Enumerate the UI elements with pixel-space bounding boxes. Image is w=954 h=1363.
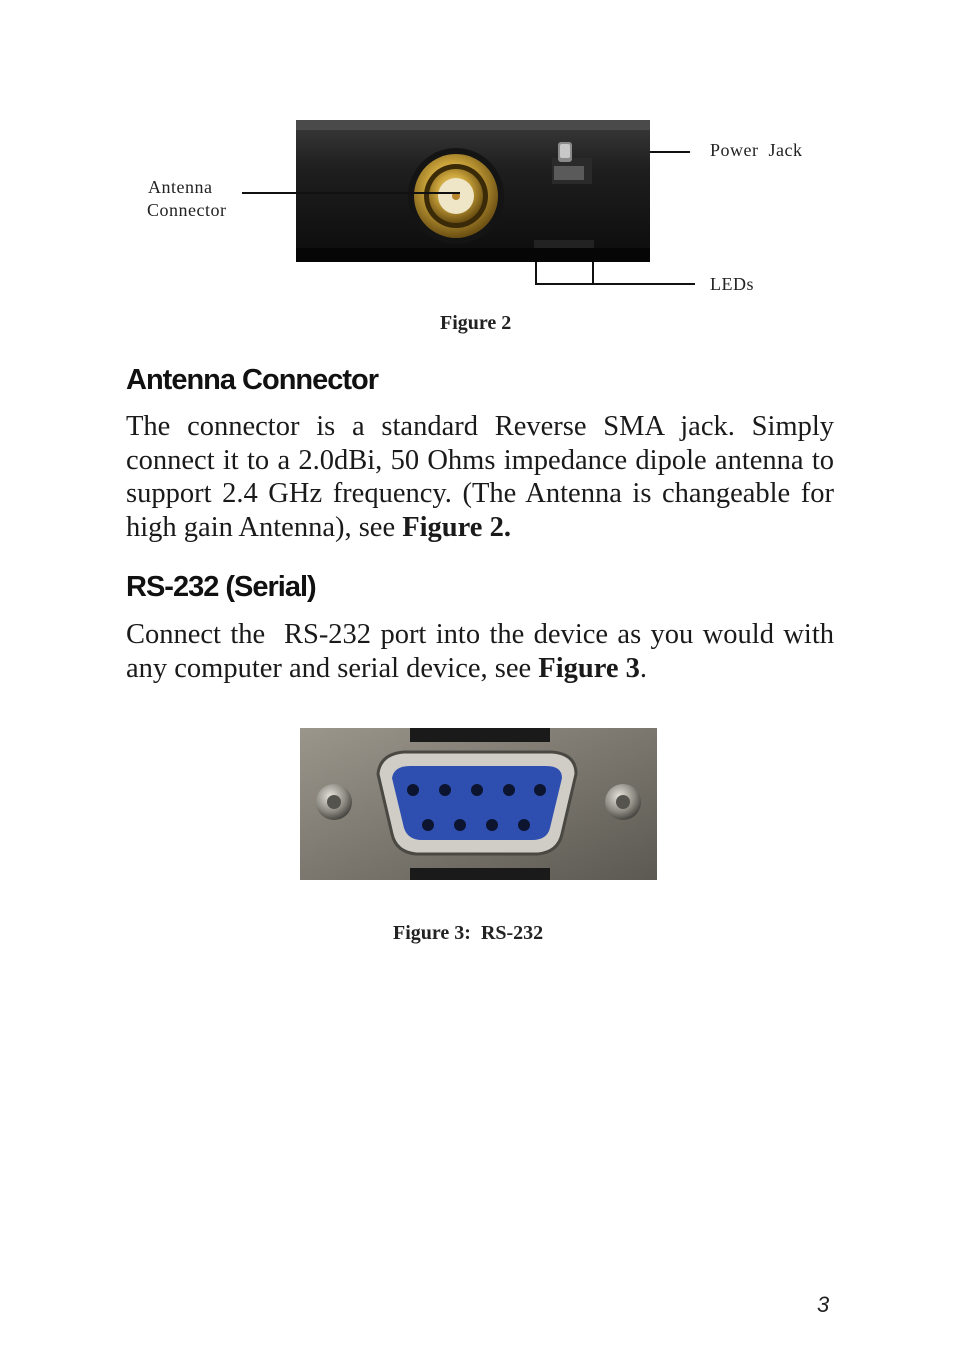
page-number: 3 [817,1292,830,1317]
power-jack-leader-line [650,151,690,153]
antenna-connector-label-line2: Connector [147,200,227,220]
leds-leader-line-right [592,262,594,284]
antenna-connector-heading: Antenna Connector [126,364,379,396]
rs232-body-text: Connect the RS-232 port into the device as you would with any computer and serial device, see [126,619,842,684]
leds-leader-line [535,283,695,285]
figure-2-reference: Figure 2. [402,511,511,543]
antenna-connector-leader-line [242,192,460,194]
figure-3-rs232-photo [300,728,657,880]
figure-3-caption: Figure 3: RS-232 [393,922,544,944]
antenna-connector-label-line1: Antenna [148,177,213,197]
figure-2-device-photo [296,120,650,262]
leds-label: LEDs [710,274,754,294]
rs232-body-end: . [639,652,647,684]
leds-leader-line-left [535,262,537,284]
rs232-heading: RS-232 (Serial) [126,571,316,603]
antenna-connector-paragraph [126,410,834,544]
figure-3-reference: Figure 3 [538,652,640,684]
rs232-paragraph [126,618,842,685]
power-jack-label: Power Jack [710,140,803,160]
antenna-connector-body-text: The connector is a standard Reverse SMA jack. Simply connect it to a 2.0dBi, 50 Ohms impedance dipole antenna to support 2.4 GHz frequency. (The Antenna is changeable for high gain Antenna), see [126,411,834,543]
figure-2-caption: Figure 2 [440,312,512,334]
